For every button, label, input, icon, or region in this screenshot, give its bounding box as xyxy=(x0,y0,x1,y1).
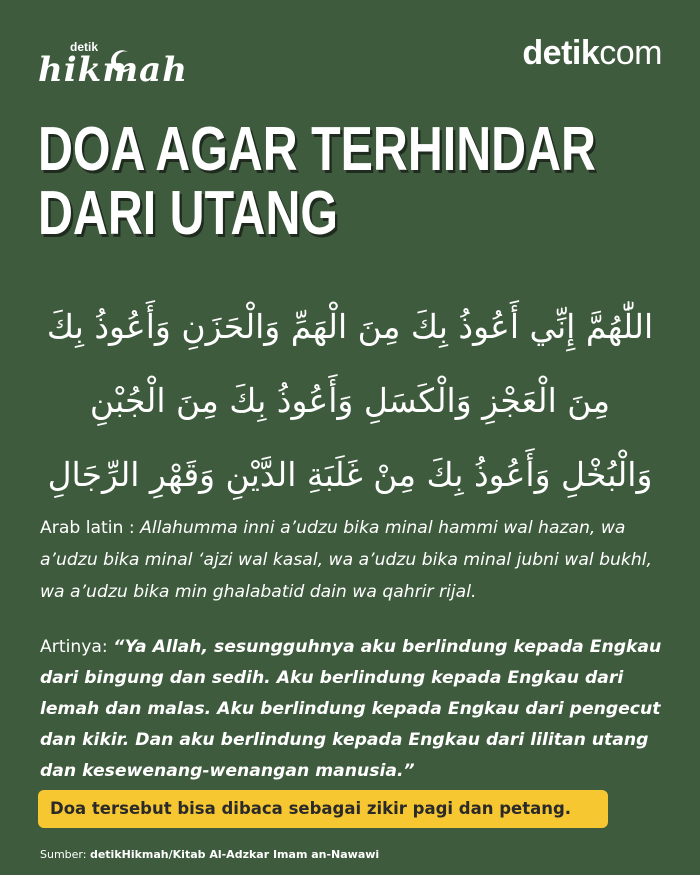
detikhikmah-logo xyxy=(38,38,188,108)
translation-text: “Ya Allah, sesungguhnya aku berlindung kepada Engkau dari bingung dan sedih. Aku berlindung kepada Engkau dari lemah dan malas. Aku berlindung kepada Engkau dari pengecut dan kikir. Dan aku berlindung kepada Engkau dari lilitan utang dan kesewenang-wenangan manusia.” xyxy=(40,637,662,781)
source-credit xyxy=(40,848,379,861)
latin-transliteration xyxy=(40,512,664,608)
translation-label: Artinya: xyxy=(40,637,114,657)
latin-label: Arab latin : xyxy=(40,518,141,538)
logo-detik-small: detik xyxy=(70,40,99,54)
title-line-1: DOA AGAR TERHINDAR xyxy=(38,115,596,184)
source-value: detikHikmah/Kitab Al-Adzkar Imam an-Nawawi xyxy=(89,848,380,861)
page-title xyxy=(38,115,678,248)
logo-com: com xyxy=(599,34,662,72)
title-line-2: DARI UTANG xyxy=(38,179,338,248)
translation xyxy=(40,632,664,787)
arabic-line-1: اللّٰهُمَّ إِنِّي أَعُوذُ بِكَ مِنَ الْهَمِّ وَالْحَزَنِ وَأَعُوذُ بِكَ xyxy=(46,307,654,346)
arabic-line-2: مِنَ الْعَجْزِ وَالْكَسَلِ وَأَعُوذُ بِكَ مِنَ الْجُبْنِ xyxy=(89,381,611,420)
logo-detik: detik xyxy=(522,34,600,72)
arabic-line-3: وَالْبُخْلِ وَأَعُوذُ بِكَ مِنْ غَلَبَةِ الدَّيْنِ وَقَهْرِ الرِّجَالِ xyxy=(47,455,653,494)
logo-hikmah: hikmah xyxy=(38,50,188,90)
detikcom-logo xyxy=(522,34,662,73)
arabic-prayer xyxy=(40,290,660,512)
latin-text: Allahumma inni a’udzu bika minal hammi wal hazan, wa a’udzu bika minal ‘ajzi wal kasal, wa a’udzu bika minal jubni wal bukhl, wa a’udzu bika min ghalabatid dain wa qahrir rijal. xyxy=(40,518,653,602)
source-label: Sumber: xyxy=(40,848,90,861)
highlight-note: Doa tersebut bisa dibaca sebagai zikir pagi dan petang. xyxy=(38,790,608,828)
